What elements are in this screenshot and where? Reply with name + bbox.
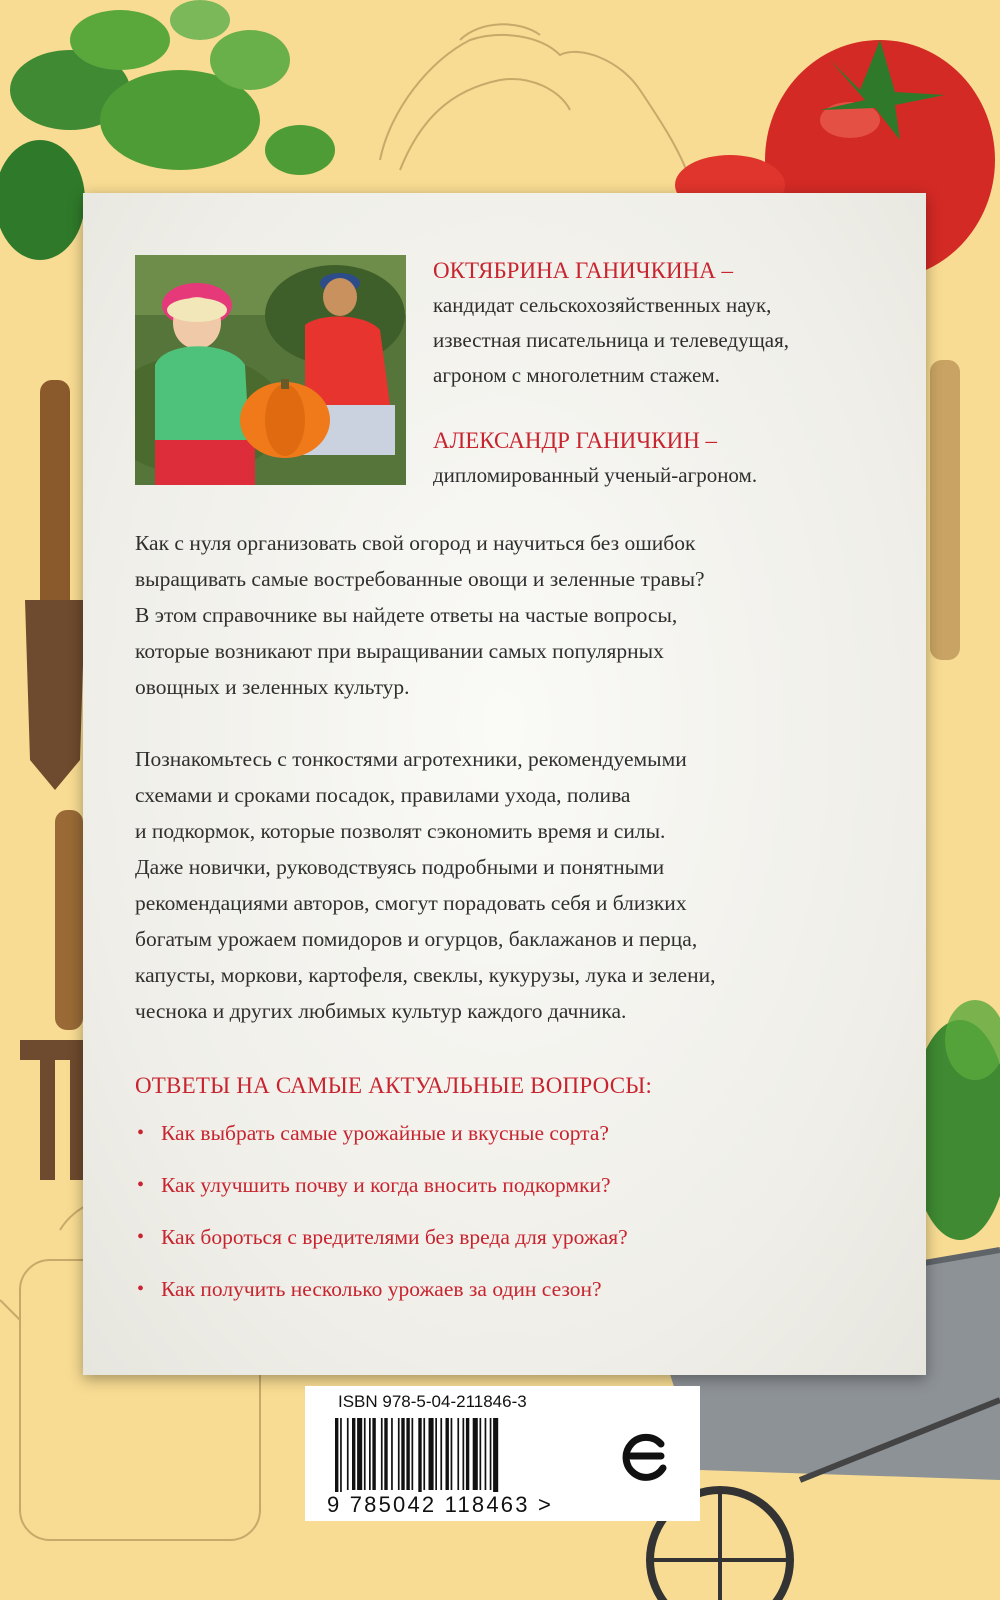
isbn-text: ISBN 978-5-04-211846-3 [338, 1392, 527, 1411]
barcode-bar [335, 1418, 338, 1498]
author-bio-line: известная писательница и телеведущая, [433, 328, 790, 352]
text-line: и подкормок, которые позволят сэкономить время и силы. [135, 819, 666, 843]
questions-list [135, 1115, 875, 1323]
bullet-icon: • [137, 1174, 145, 1196]
question-text: Как выбрать самые урожайные и вкусные сорта? [161, 1121, 609, 1145]
text-line: схемами и сроками посадок, правилами ухода, полива [135, 783, 631, 807]
text-line: В этом справочнике вы найдете ответы на частые вопросы, [135, 603, 678, 627]
list-item [135, 1167, 875, 1219]
bullet-icon: • [137, 1122, 145, 1144]
barcode-bar [401, 1418, 404, 1490]
publisher-logo-icon [617, 1426, 677, 1486]
barcode-bar [463, 1418, 465, 1490]
list-item [135, 1219, 875, 1271]
author-name: АЛЕКСАНДР ГАНИЧКИН – [433, 428, 718, 453]
barcode-bar [473, 1418, 478, 1490]
author-bio-line: дипломированный ученый-агроном. [433, 463, 758, 487]
barcode-bar [369, 1418, 371, 1490]
questions-title: ОТВЕТЫ НА САМЫЕ АКТУАЛЬНЫЕ ВОПРОСЫ: [135, 1073, 653, 1098]
barcode-bar [485, 1418, 487, 1490]
text-line: которые возникают при выращивании самых популярных [135, 639, 664, 663]
barcode-bar [340, 1418, 342, 1498]
bullet-icon: • [137, 1226, 145, 1248]
barcode-bar [451, 1418, 453, 1490]
barcode-bar [457, 1418, 459, 1490]
text-line: Даже новички, руководствуясь подробными и понятными [135, 855, 665, 879]
text-line: выращивать самые востребованные овощи и зеленные травы? [135, 567, 705, 591]
barcode-digits: 9 785042 118463 > [327, 1492, 554, 1517]
description-paragraph-1 [135, 525, 875, 705]
list-item [135, 1271, 875, 1323]
barcode-bar [364, 1418, 366, 1490]
barcode-bar [381, 1418, 383, 1490]
list-item [135, 1115, 875, 1167]
barcode-bar [446, 1418, 449, 1490]
back-cover-panel [83, 193, 926, 1375]
barcode-bar [490, 1418, 492, 1490]
question-text: Как получить несколько урожаев за один сезон? [161, 1277, 602, 1301]
bullet-icon: • [137, 1278, 145, 1300]
barcode-bar [412, 1418, 414, 1490]
author-bio-line: кандидат сельскохозяйственных наук, [433, 293, 772, 317]
author-name: ОКТЯБРИНА ГАНИЧКИНА – [433, 258, 734, 283]
text-line: Как с нуля организовать свой огород и научиться без ошибок [135, 531, 696, 555]
barcode-bar [352, 1418, 355, 1490]
text-line: Познакомьтесь с тонкостями агротехники, рекомендуемыми [135, 747, 687, 771]
barcode-bar [384, 1418, 387, 1490]
text-line: чеснока и других любимых культур каждого дачника. [135, 999, 627, 1023]
barcode-bars [335, 1418, 555, 1498]
author-bio-line: агроном с многолетним стажем. [433, 363, 720, 387]
text-line: овощных и зеленных культур. [135, 675, 410, 699]
barcode-bar [406, 1418, 409, 1490]
barcode-bar [423, 1418, 425, 1490]
description-paragraph-2 [135, 741, 875, 1029]
text-line: богатым урожаем помидоров и огурцов, баклажанов и перца, [135, 927, 698, 951]
barcode-bar [347, 1418, 349, 1490]
authors-photo [135, 255, 406, 485]
barcode-bar [357, 1418, 362, 1490]
question-text: Как улучшить почву и когда вносить подкормки? [161, 1173, 611, 1197]
barcode-box [305, 1386, 700, 1521]
barcode-bar [435, 1418, 437, 1490]
barcode-bar [429, 1418, 434, 1490]
author-octyabrina [433, 253, 903, 393]
barcode-bar [493, 1418, 498, 1498]
barcode-bar [440, 1418, 442, 1490]
barcode-bar [466, 1418, 469, 1490]
barcode-bar [418, 1418, 421, 1498]
text-line: капусты, моркови, картофеля, свеклы, кукурузы, лука и зелени, [135, 963, 716, 987]
author-alexander [433, 423, 903, 493]
text-line: рекомендациями авторов, смогут порадовать себя и близких [135, 891, 687, 915]
question-text: Как бороться с вредителями без вреда для урожая? [161, 1225, 628, 1249]
barcode-bar [398, 1418, 400, 1490]
barcode-bar [480, 1418, 482, 1490]
barcode-bar [372, 1418, 375, 1490]
barcode-bar [391, 1418, 393, 1490]
gloves-illustration [380, 24, 690, 180]
